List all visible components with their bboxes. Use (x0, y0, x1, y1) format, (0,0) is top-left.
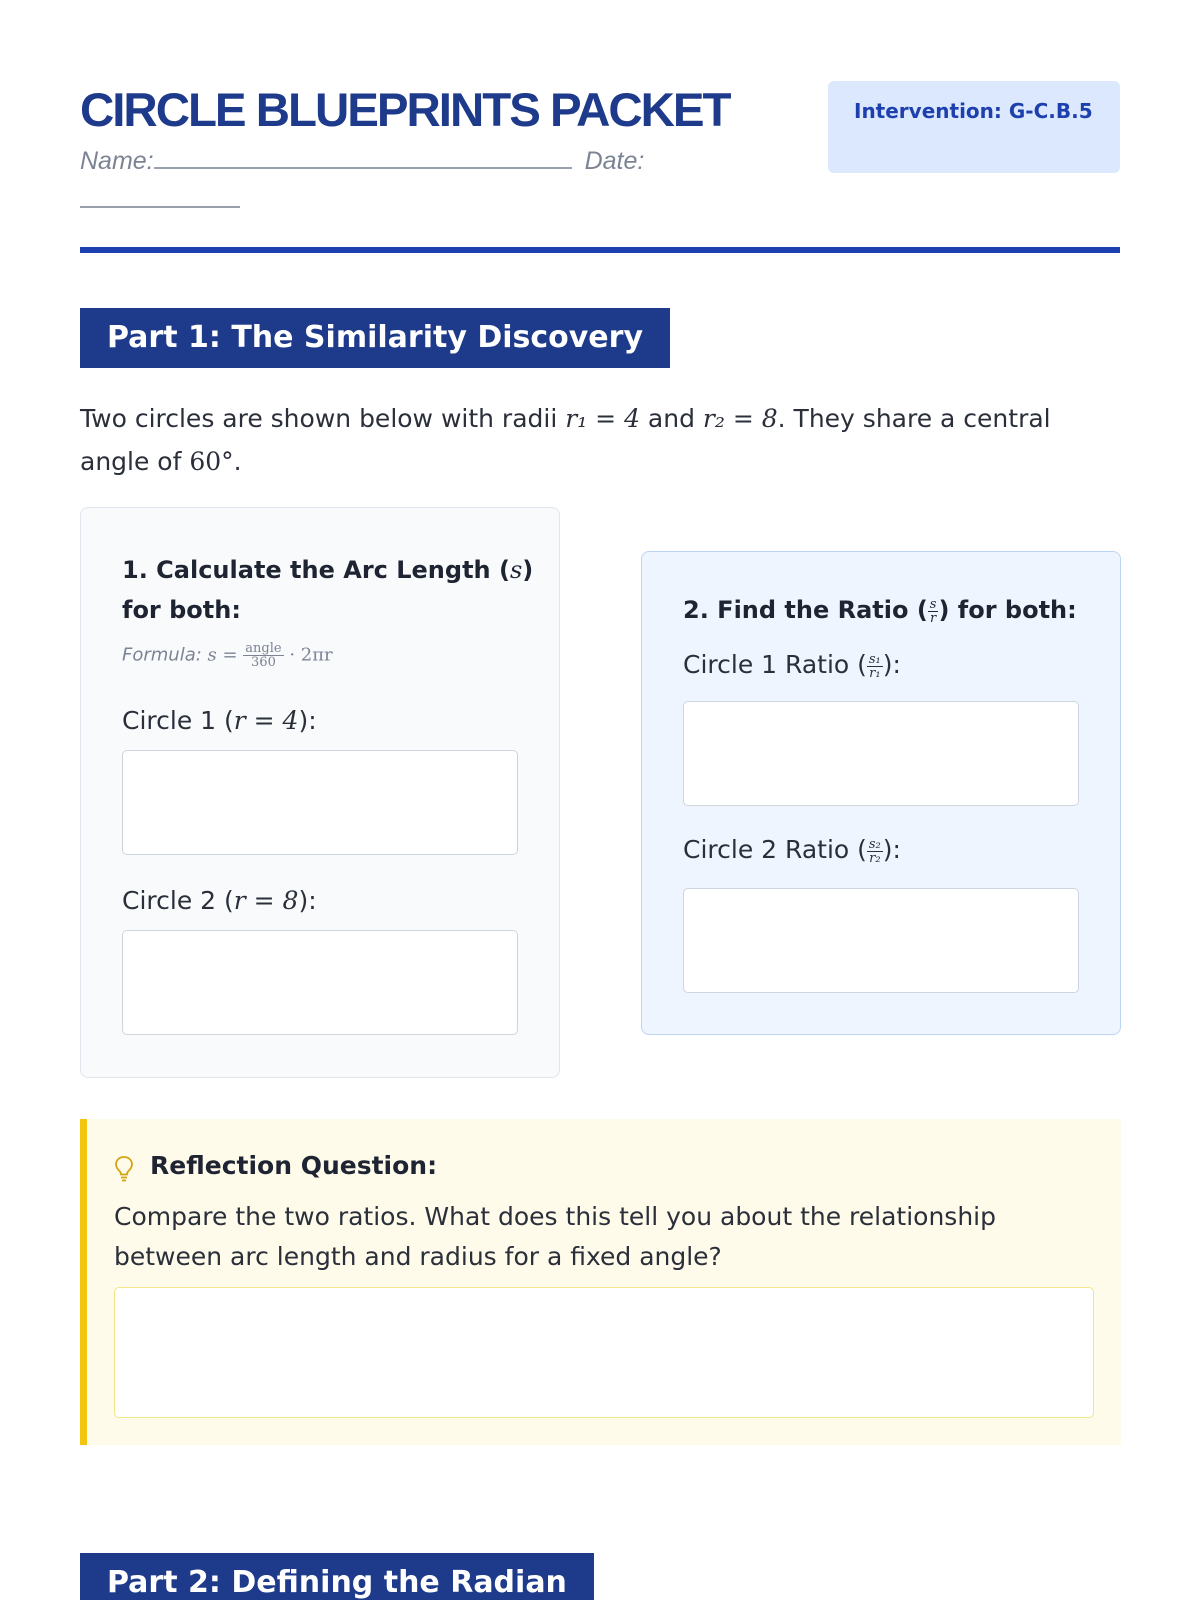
reflection-answer-box[interactable] (114, 1287, 1094, 1418)
formula-numerator: angle (245, 641, 282, 656)
question-text: 2. Find the Ratio ( (683, 596, 928, 624)
ratio-card (641, 551, 1121, 1035)
arc-length-formula (122, 642, 333, 669)
circle1-ratio-answer-box[interactable] (683, 701, 1079, 806)
ratio2-denominator: r₂ (869, 850, 881, 866)
reflection-callout (80, 1119, 1121, 1445)
label-close: ): (298, 706, 317, 735)
ratio1-fraction (867, 653, 883, 680)
circle2-ratio-answer-box[interactable] (683, 888, 1079, 993)
circle1-ratio-label (683, 650, 901, 680)
name-label: Name: (80, 147, 154, 175)
ratio2-fraction (867, 838, 883, 865)
label-text: Circle 2 ( (122, 886, 234, 915)
circle1-arc-answer-box[interactable] (122, 750, 518, 855)
circle1-label (122, 706, 317, 735)
circle2-expression: r = 8 (233, 886, 299, 915)
r2-expression: r₂ = 8 (702, 404, 778, 433)
label-text: Circle 2 Ratio ( (683, 835, 867, 864)
label-text: Circle 1 Ratio ( (683, 650, 867, 679)
part1-intro (80, 397, 1120, 483)
question-text: ) for both: (122, 556, 534, 624)
label-close: ): (882, 835, 901, 864)
label-close: ): (298, 886, 317, 915)
angle-expression: 60° (189, 447, 234, 476)
ratio1-denominator: r₁ (869, 665, 881, 681)
ratio-question (683, 590, 1077, 630)
formula-label: Formula: (122, 644, 208, 666)
circle2-ratio-label (683, 835, 901, 865)
reflection-title: Reflection Question: (150, 1151, 438, 1180)
reflection-question-text: Compare the two ratios. What does this tell you about the relationship between arc length and radius for a fixed angle? (114, 1202, 996, 1271)
ratio-denominator: r (930, 610, 937, 626)
formula-rhs: · 2πr (283, 644, 333, 666)
circle2-label (122, 886, 317, 915)
part1-heading: Part 1: The Similarity Discovery (80, 308, 670, 368)
ratio1-numerator: s₁ (868, 651, 881, 667)
formula-fraction (243, 642, 283, 669)
date-blank[interactable] (80, 184, 240, 208)
intro-text: . They share a central angle of (80, 404, 1051, 476)
intro-text: Two circles are shown below with radii (80, 404, 566, 433)
circle1-expression: r = 4 (233, 706, 299, 735)
lightbulb-icon (113, 1155, 135, 1185)
formula-lhs: s = (207, 644, 244, 666)
label-text: Circle 1 ( (122, 706, 234, 735)
name-blank[interactable] (154, 145, 572, 169)
name-date-line (80, 142, 670, 220)
standard-badge: Intervention: G-C.B.5 (828, 81, 1120, 173)
ratio2-numerator: s₂ (868, 836, 881, 852)
circle2-arc-answer-box[interactable] (122, 930, 518, 1035)
header-divider (80, 247, 1120, 253)
question-text: ) for both: (938, 596, 1077, 624)
ratio-numerator: s (929, 596, 937, 612)
question-text: 1. Calculate the Arc Length ( (122, 556, 510, 584)
date-label: Date: (584, 147, 645, 175)
label-close: ): (882, 650, 901, 679)
formula-denominator: 360 (251, 655, 276, 670)
s-variable: s (509, 556, 523, 584)
part2-heading: Part 2: Defining the Radian (80, 1553, 594, 1600)
packet-title: CIRCLE BLUEPRINTS PACKET (80, 83, 730, 136)
r1-expression: r₁ = 4 (565, 404, 640, 433)
arc-length-card (80, 507, 560, 1078)
intro-text: and (639, 404, 703, 433)
arc-length-question (122, 550, 542, 630)
ratio-fraction (928, 598, 939, 625)
intro-text: . (233, 447, 242, 476)
